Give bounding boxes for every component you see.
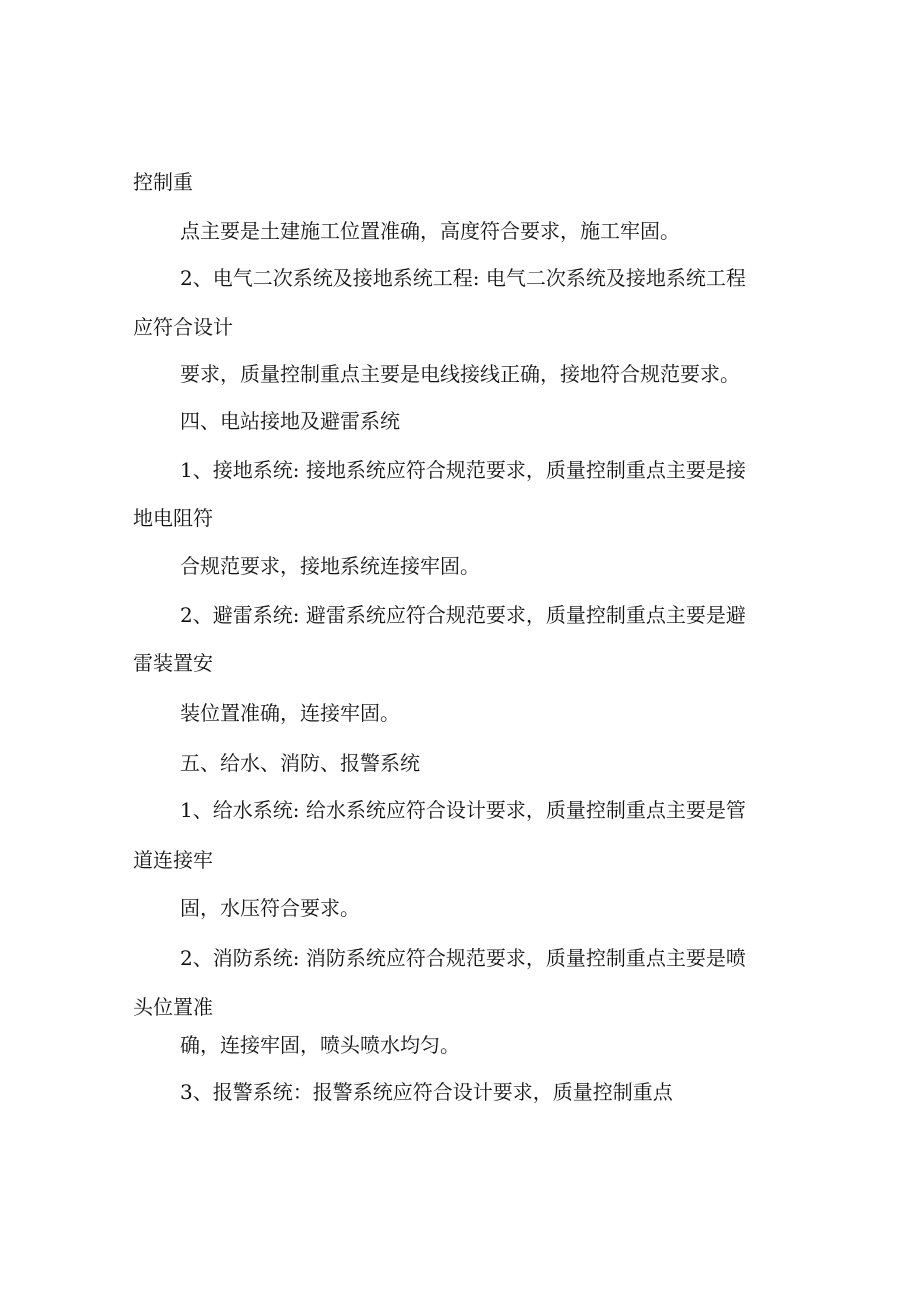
text-line: 确，连接牢固，喷头喷水均匀。: [180, 1033, 460, 1057]
text-line: 道连接牢: [133, 848, 213, 872]
text-line: 控制重: [133, 170, 193, 194]
text-line: 点主要是土建施工位置准确，高度符合要求，施工牢固。: [180, 219, 680, 243]
text-line: 地电阻符: [133, 506, 213, 530]
text-line: 2、避雷系统: 避雷系统应符合规范要求，质量控制重点主要是避: [180, 603, 746, 627]
text-line: 应符合设计: [133, 315, 233, 339]
text-line: 1、接地系统: 接地系统应符合规范要求，质量控制重点主要是接: [180, 458, 746, 482]
section-heading: 四、电站接地及避雷系统: [180, 409, 400, 433]
section-heading: 五、给水、消防、报警系统: [180, 751, 420, 775]
text-line: 合规范要求，接地系统连接牢固。: [180, 554, 480, 578]
text-line: 固，水压符合要求。: [180, 896, 360, 920]
text-line: 要求，质量控制重点主要是电线接线正确，接地符合规范要求。: [180, 362, 740, 386]
text-line: 2、消防系统: 消防系统应符合规范要求，质量控制重点主要是喷: [180, 946, 746, 970]
text-line: 3、报警系统：报警系统应符合设计要求，质量控制重点: [180, 1080, 673, 1104]
text-line: 雷装置安: [133, 651, 213, 675]
text-line: 1、给水系统: 给水系统应符合设计要求，质量控制重点主要是管: [180, 798, 746, 822]
text-line: 头位置准: [133, 995, 213, 1019]
text-line: 装位置准确，连接牢固。: [180, 701, 400, 725]
text-line: 2、电气二次系统及接地系统工程: 电气二次系统及接地系统工程: [180, 266, 746, 290]
